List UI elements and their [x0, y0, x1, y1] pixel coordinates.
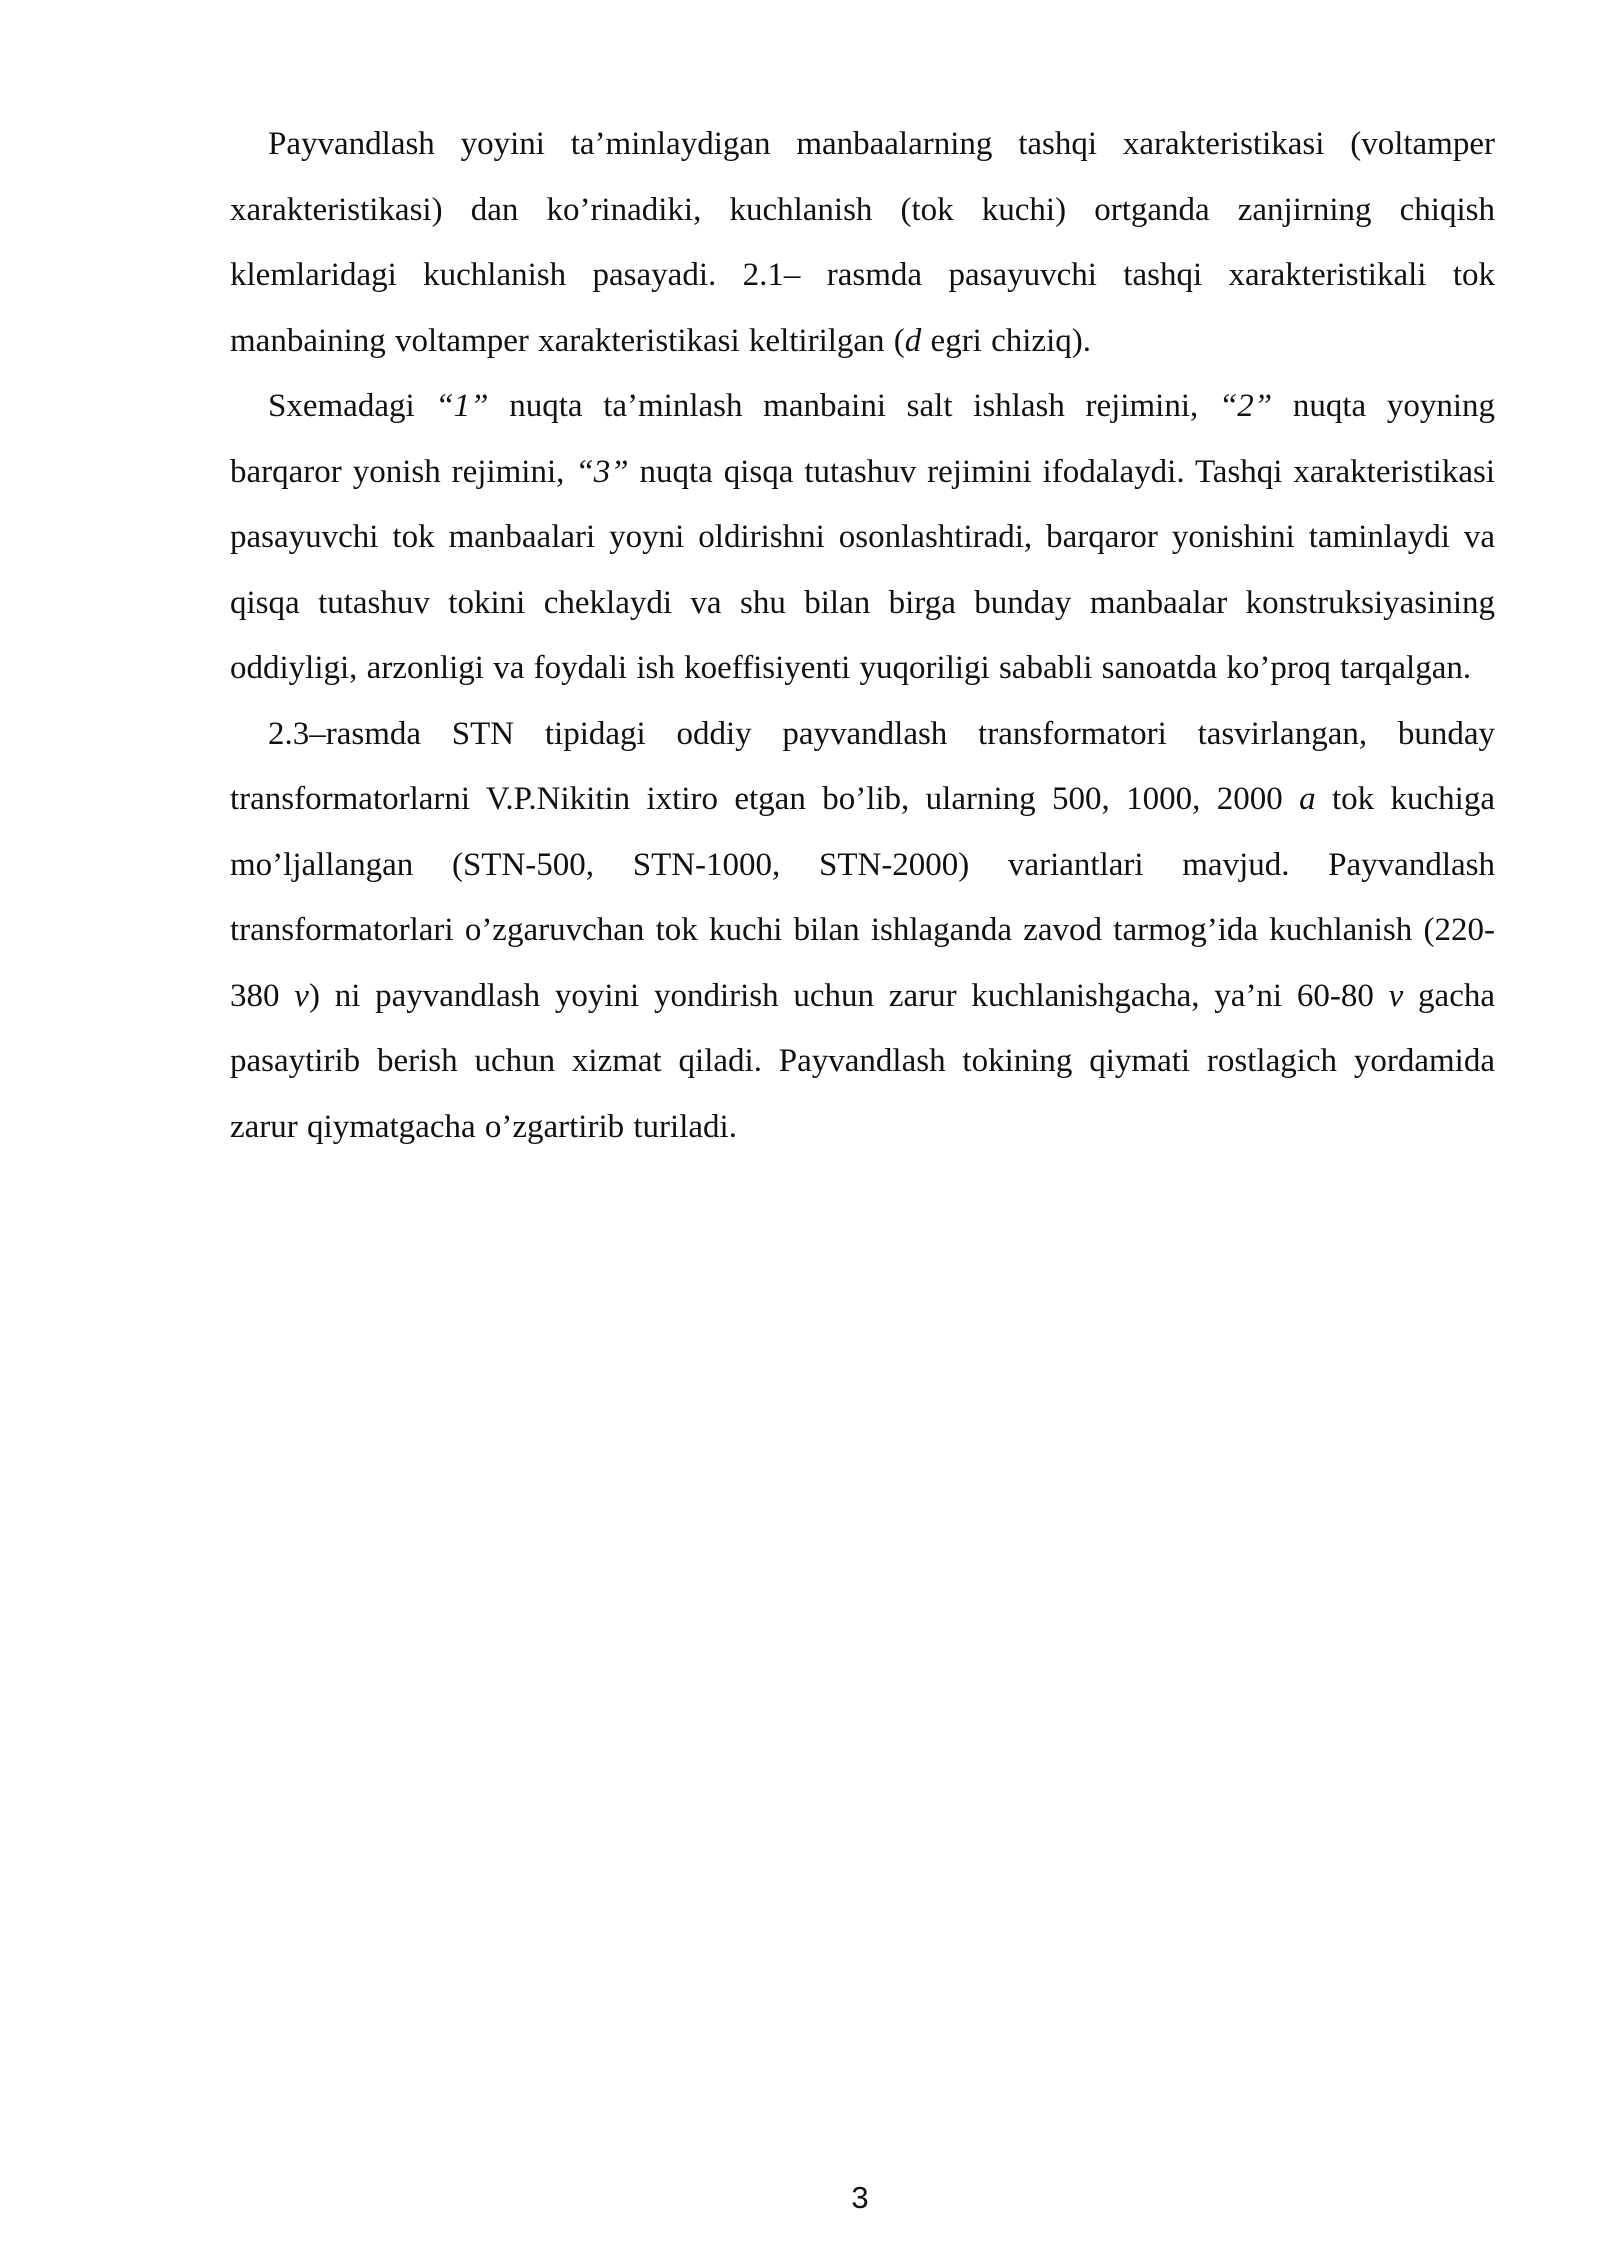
text-segment: nuqta yoyning barqaror yonish rejimini,	[230, 388, 1495, 490]
italic-unit: v	[294, 977, 309, 1014]
text-segment: nuqta qisqa tutashuv rejimini ifodalaydi. Tashqi xarakteristikasi pasayuvchi tok manbaalari yoyni oldirishni osonlashtiradi, barqaror yonishini taminlaydi va qisqa tutashuv tokini cheklaydi va shu bilan birga bunday manbaalar konstruksiyasining oddiyligi, arzonligi va foydali ish koeffisiyenti yuqoriligi sababli sanoatda ko’proq tarqalgan.	[230, 453, 1495, 686]
italic-point-label: “3”	[575, 453, 629, 490]
text-segment: ) ni payvandlash yoyini yondirish uchun zarur kuchlanishgacha, ya’ni 60-80	[308, 977, 1389, 1014]
italic-unit: v	[1388, 977, 1404, 1014]
text-segment: 2.3–rasmda STN tipidagi oddiy payvandlash transformatori tasvirlangan, bunday transformatorlarni V.P.Nikitin ixtiro etgan bo’lib, ularning 500, 1000, 2000	[230, 715, 1495, 817]
italic-symbol: d	[904, 322, 922, 359]
paragraph-stn-transformer	[230, 702, 1495, 1161]
italic-unit: a	[1299, 781, 1316, 817]
text-segment: egri chiziq).	[921, 322, 1091, 359]
page-number: 3	[851, 2180, 869, 2215]
document-page	[230, 112, 1495, 1160]
italic-point-label: “2”	[1218, 388, 1273, 424]
paragraph-welding-arc-characteristics	[230, 112, 1495, 374]
italic-point-label: “1”	[435, 388, 489, 424]
text-segment: Sxemadagi	[268, 388, 436, 424]
paragraph-scheme-points	[230, 374, 1495, 702]
text-segment: gacha pasaytirib berish uchun xizmat qiladi. Payvandlash tokining qiymati rostlagich yordamida zarur qiymatgacha o’zgartirib turiladi.	[230, 977, 1495, 1145]
text-segment: tok kuchiga mo’ljallangan (STN-500, STN-1000, STN-2000) variantlari mavjud. Payvandlash transformatorlari o’zgaruvchan tok kuchi bilan ishlaganda zavod tarmog’ida kuchlanish (220-380	[230, 781, 1496, 1014]
text-segment: nuqta ta’minlash manbaini salt ishlash rejimini,	[488, 388, 1219, 424]
text-segment: Payvandlash yoyini ta’minlaydigan manbaalarning tashqi xarakteristikasi (voltamper xarakteristikasi) dan ko’rinadiki, kuchlanish (tok kuchi) ortganda zanjirning chiqish klemlaridagi kuchlanish pasayadi. 2.1– rasmda pasayuvchi tashqi xarakteristikali tok manbaining voltamper xarakteristikasi keltirilgan (	[230, 126, 1495, 359]
